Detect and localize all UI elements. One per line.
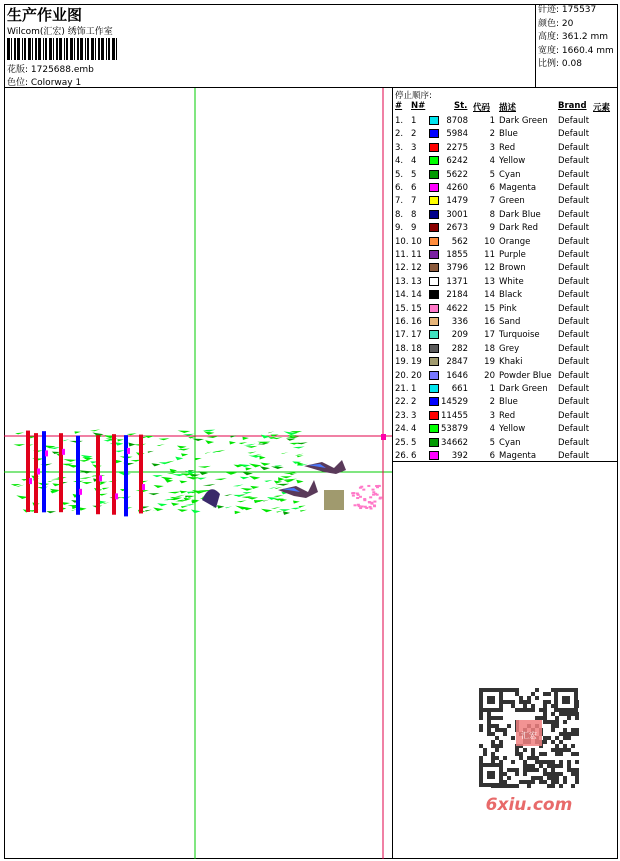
legend-row — [393, 410, 618, 423]
row-brand: Default — [558, 397, 590, 408]
row-brand: Default — [558, 424, 590, 435]
legend-row — [393, 303, 618, 316]
row-code: 2 — [489, 397, 495, 408]
row-seq: 20. — [395, 370, 409, 381]
row-description: Purple — [499, 250, 526, 260]
row-description: Turquoise — [499, 330, 540, 341]
row-brand: Default — [558, 451, 590, 461]
stat-scale: 比例: 0.08 — [538, 59, 582, 69]
row-description: Cyan — [499, 437, 521, 448]
row-no: 6 — [411, 451, 417, 461]
row-seq: 6. — [395, 183, 404, 193]
row-brand: Default — [558, 169, 590, 180]
row-no: 17 — [411, 330, 422, 341]
color-swatch — [429, 223, 439, 232]
company-name: Wilcom(汇宏) 绣饰工作室 — [7, 27, 113, 37]
row-brand: Default — [558, 142, 590, 153]
row-stitches: 2184 — [446, 290, 468, 301]
color-swatch — [429, 371, 439, 380]
header-code: 代码 — [473, 103, 491, 113]
row-seq: 9. — [395, 223, 404, 234]
row-seq: 23. — [395, 410, 409, 421]
row-code: 6 — [489, 451, 495, 461]
bamboo-artwork — [11, 429, 308, 516]
legend-row — [393, 195, 618, 208]
row-no: 15 — [411, 303, 422, 314]
row-no: 3 — [411, 142, 417, 153]
row-description: Powder Blue — [499, 370, 552, 381]
legend-row — [393, 262, 618, 275]
row-brand: Default — [558, 196, 590, 207]
row-code: 4 — [489, 424, 495, 435]
row-description: Dark Blue — [499, 209, 541, 220]
row-description: Red — [499, 410, 516, 421]
color-swatch — [429, 397, 439, 406]
row-stitches: 3001 — [446, 209, 468, 220]
row-stitches: 4622 — [446, 303, 468, 314]
row-seq: 13. — [395, 276, 409, 287]
row-description: Yellow — [499, 156, 526, 167]
row-stitches: 2847 — [446, 357, 468, 368]
row-seq: 14. — [395, 290, 409, 301]
legend-row — [393, 209, 618, 222]
row-stitches: 2673 — [446, 223, 468, 234]
row-description: Cyan — [499, 169, 521, 180]
row-no: 20 — [411, 370, 422, 381]
header-elem: 元素 — [593, 103, 611, 113]
header-desc: 描述 — [499, 103, 517, 113]
row-stitches: 1479 — [446, 196, 468, 207]
color-swatch — [429, 451, 439, 460]
row-stitches: 34662 — [441, 437, 469, 448]
row-no: 1 — [411, 116, 417, 126]
row-code: 10 — [484, 236, 495, 247]
row-stitches: 562 — [451, 236, 468, 247]
stats-panel — [536, 4, 618, 88]
row-brand: Default — [558, 236, 590, 247]
row-code: 6 — [489, 183, 495, 193]
row-seq: 5. — [395, 169, 404, 180]
row-no: 7 — [411, 196, 417, 207]
row-stitches: 3796 — [446, 263, 468, 274]
legend-row — [393, 329, 618, 342]
row-code: 1 — [489, 384, 495, 394]
row-no: 6 — [411, 183, 417, 193]
khaki-block — [324, 490, 344, 510]
row-no: 10 — [411, 236, 422, 247]
row-stitches: 2275 — [446, 142, 468, 153]
row-stitches: 53879 — [441, 424, 469, 435]
row-code: 7 — [489, 196, 495, 207]
row-stitches: 8708 — [446, 116, 468, 126]
row-seq: 26. — [395, 451, 409, 461]
legend-row — [393, 383, 618, 396]
row-code: 14 — [484, 290, 495, 301]
color-swatch — [429, 317, 439, 326]
row-brand: Default — [558, 276, 590, 287]
row-no: 16 — [411, 317, 422, 327]
legend-row — [393, 370, 618, 383]
row-no: 11 — [411, 250, 422, 260]
row-brand: Default — [558, 209, 590, 220]
row-seq: 11. — [395, 250, 409, 260]
row-code: 4 — [489, 156, 495, 167]
legend-row — [393, 169, 618, 182]
row-no: 13 — [411, 276, 422, 287]
color-legend — [393, 88, 618, 462]
row-seq: 21. — [395, 384, 409, 394]
row-stitches: 209 — [451, 330, 468, 341]
row-no: 2 — [411, 129, 417, 140]
row-brand: Default — [558, 290, 590, 301]
row-description: Magenta — [499, 183, 537, 193]
row-no: 18 — [411, 343, 422, 354]
row-description: Pink — [499, 303, 517, 314]
row-code: 15 — [484, 303, 495, 314]
legend-row — [393, 289, 618, 302]
row-seq: 25. — [395, 437, 409, 448]
color-swatch — [429, 129, 439, 138]
row-code: 8 — [489, 209, 495, 220]
row-stitches: 5984 — [446, 129, 468, 140]
row-code: 1 — [489, 116, 495, 126]
stat-colors: 颜色: 20 — [538, 18, 574, 29]
row-stitches: 392 — [451, 451, 468, 461]
row-brand: Default — [558, 263, 590, 274]
row-code: 16 — [484, 317, 495, 327]
header-st: St. — [454, 101, 468, 111]
color-swatch — [429, 116, 439, 125]
stat-width: 宽度: 1660.4 mm — [538, 45, 614, 56]
row-no: 4 — [411, 424, 417, 435]
row-stitches: 1646 — [446, 370, 468, 381]
row-description: Khaki — [499, 357, 523, 368]
color-swatch — [429, 384, 439, 393]
color-swatch — [429, 424, 439, 433]
flower-artwork — [351, 485, 382, 510]
row-no: 2 — [411, 397, 417, 408]
row-code: 9 — [489, 223, 495, 234]
row-brand: Default — [558, 370, 590, 381]
row-no: 3 — [411, 410, 417, 421]
row-seq: 15. — [395, 303, 409, 314]
legend-row — [393, 115, 618, 128]
row-description: Dark Red — [499, 223, 539, 234]
row-description: Green — [499, 196, 525, 207]
row-code: 20 — [484, 370, 495, 381]
color-swatch — [429, 143, 439, 152]
barcode — [7, 38, 119, 60]
row-brand: Default — [558, 250, 590, 260]
header-brand: Brand — [558, 101, 587, 111]
row-description: Black — [499, 290, 522, 301]
stamp-text: 汇宏 — [521, 731, 537, 740]
row-code: 13 — [484, 276, 495, 287]
stat-stitches: 针迹: 175537 — [538, 5, 597, 15]
row-description: Orange — [499, 236, 531, 247]
row-no: 19 — [411, 357, 422, 368]
color-swatch — [429, 250, 439, 259]
row-description: Red — [499, 142, 516, 153]
row-brand: Default — [558, 317, 590, 327]
row-seq: 22. — [395, 397, 409, 408]
row-stitches: 282 — [451, 343, 468, 354]
row-seq: 3. — [395, 142, 404, 153]
row-description: Brown — [499, 263, 526, 274]
color-swatch — [429, 357, 439, 366]
colorway: 色位: Colorway 1 — [7, 78, 82, 88]
row-brand: Default — [558, 357, 590, 368]
row-brand: Default — [558, 116, 590, 126]
row-no: 5 — [411, 169, 417, 180]
color-swatch — [429, 263, 439, 272]
row-seq: 24. — [395, 424, 409, 435]
row-code: 11 — [484, 250, 495, 260]
row-brand: Default — [558, 437, 590, 448]
row-brand: Default — [558, 303, 590, 314]
legend-row — [393, 276, 618, 289]
row-stitches: 1371 — [446, 276, 468, 287]
row-seq: 7. — [395, 196, 404, 207]
row-seq: 10. — [395, 236, 409, 247]
legend-row — [393, 155, 618, 168]
row-stitches: 1855 — [446, 250, 468, 260]
row-stitches: 6242 — [446, 156, 468, 167]
color-swatch — [429, 210, 439, 219]
color-swatch — [429, 344, 439, 353]
row-no: 9 — [411, 223, 417, 234]
row-no: 14 — [411, 290, 422, 301]
row-stitches: 14529 — [441, 397, 469, 408]
header-no: N# — [411, 101, 426, 111]
row-description: Dark Green — [499, 116, 548, 126]
legend-row — [393, 128, 618, 141]
legend-row — [393, 423, 618, 436]
legend-title: 停止顺序: — [395, 91, 432, 101]
color-swatch — [429, 290, 439, 299]
row-description: Dark Green — [499, 384, 548, 394]
legend-row — [393, 343, 618, 356]
row-code: 5 — [489, 437, 495, 448]
row-code: 17 — [484, 330, 495, 341]
row-no: 4 — [411, 156, 417, 167]
row-stitches: 4260 — [446, 183, 468, 193]
row-brand: Default — [558, 223, 590, 234]
row-stitches: 11455 — [441, 410, 469, 421]
guide-marker — [381, 434, 386, 440]
row-seq: 4. — [395, 156, 404, 167]
header-panel — [4, 4, 536, 88]
row-brand: Default — [558, 129, 590, 140]
legend-row — [393, 222, 618, 235]
row-description: Grey — [499, 343, 520, 354]
legend-row — [393, 437, 618, 450]
row-brand: Default — [558, 330, 590, 341]
legend-row — [393, 450, 618, 463]
design-file: 花版: 1725688.emb — [7, 65, 94, 75]
row-description: Blue — [499, 397, 518, 408]
color-swatch — [429, 237, 439, 246]
row-code: 5 — [489, 169, 495, 180]
legend-row — [393, 236, 618, 249]
row-brand: Default — [558, 343, 590, 354]
row-description: White — [499, 276, 524, 287]
row-seq: 17. — [395, 330, 409, 341]
row-code: 19 — [484, 357, 495, 368]
row-code: 12 — [484, 263, 495, 274]
qr-code-watermark — [471, 680, 586, 815]
row-no: 5 — [411, 437, 417, 448]
embroidery-preview — [4, 88, 393, 859]
legend-row — [393, 142, 618, 155]
row-description: Sand — [499, 317, 521, 327]
row-brand: Default — [558, 384, 590, 394]
row-no: 8 — [411, 209, 417, 220]
stat-height: 高度: 361.2 mm — [538, 32, 609, 42]
row-stitches: 336 — [451, 317, 468, 327]
row-stitches: 661 — [451, 384, 468, 394]
row-brand: Default — [558, 410, 590, 421]
page-title: 生产作业图 — [7, 6, 83, 24]
color-swatch — [429, 304, 439, 313]
color-swatch — [429, 411, 439, 420]
row-seq: 8. — [395, 209, 404, 220]
header-seq: # — [395, 101, 403, 111]
row-brand: Default — [558, 156, 590, 167]
legend-row — [393, 249, 618, 262]
row-code: 2 — [489, 129, 495, 140]
row-description: Blue — [499, 129, 518, 140]
row-stitches: 5622 — [446, 169, 468, 180]
color-swatch — [429, 196, 439, 205]
row-seq: 1. — [395, 116, 404, 126]
row-seq: 12. — [395, 263, 409, 274]
row-brand: Default — [558, 183, 590, 193]
color-swatch — [429, 330, 439, 339]
row-description: Magenta — [499, 451, 537, 461]
row-code: 3 — [489, 410, 495, 421]
legend-row — [393, 316, 618, 329]
color-swatch — [429, 277, 439, 286]
row-description: Yellow — [499, 424, 526, 435]
color-swatch — [429, 170, 439, 179]
legend-row — [393, 356, 618, 369]
color-swatch — [429, 156, 439, 165]
row-no: 1 — [411, 384, 417, 394]
row-seq: 16. — [395, 317, 409, 327]
watermark-site: 6xiu.com — [485, 795, 573, 815]
row-seq: 2. — [395, 129, 404, 140]
legend-row — [393, 182, 618, 195]
legend-row — [393, 396, 618, 409]
row-code: 3 — [489, 142, 495, 153]
design-preview — [4, 88, 393, 859]
color-swatch — [429, 438, 439, 447]
row-code: 18 — [484, 343, 495, 354]
row-seq: 19. — [395, 357, 409, 368]
color-swatch — [429, 183, 439, 192]
row-no: 12 — [411, 263, 422, 274]
row-seq: 18. — [395, 343, 409, 354]
